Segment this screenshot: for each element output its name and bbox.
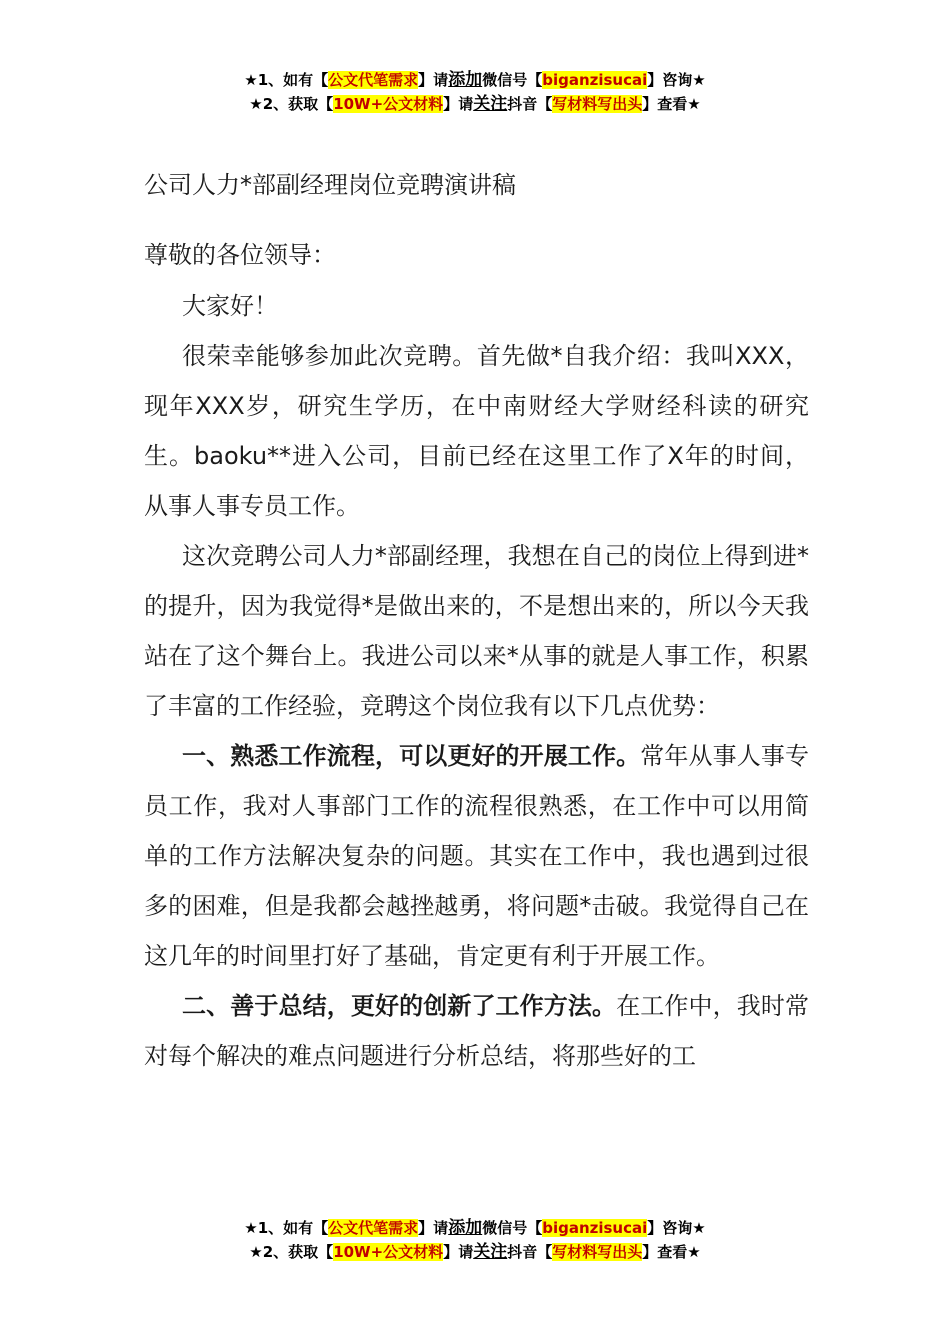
banner-line-2 (0, 92, 950, 116)
point-1-heading: 一、熟悉工作流程，可以更好的开展工作。 (182, 742, 641, 770)
footer-underlined-add: 添加 (448, 1218, 483, 1238)
banner-line-2-suffix: 】查看★ (642, 95, 701, 113)
greeting: 大家好！ (182, 292, 278, 320)
banner-line-1-prefix: ★1、如有【 (244, 71, 329, 89)
footer-highlight-materials: 10W+公文材料 (333, 1243, 444, 1261)
document-body (144, 281, 809, 1081)
banner-line-1-mid2: 微信号【 (482, 71, 543, 89)
banner-underlined-follow: 关注 (473, 94, 508, 114)
banner-line-2-mid2: 抖音【 (507, 95, 553, 113)
paragraph-intro: 很荣幸能够参加此次竞聘。首先做*自我介绍：我叫XXX，现年XXX岁，研究生学历，在中南财经大学财经科读的研究生。baoku**进入公司，目前已经在这里工作了X年的时间，从事人事专员工作。 (144, 342, 809, 520)
banner-line-1-suffix: 】咨询★ (647, 71, 706, 89)
footer-line-1-mid: 】请 (418, 1219, 449, 1237)
point-1-body: 常年从事人事专员工作，我对人事部门工作的流程很熟悉，在工作中可以用简单的工作方法解决复杂的问题。其实在工作中，我也遇到过很多的困难，但是我都会越挫越勇，将问题*击破。我觉得自己在这几年的时间里打好了基础，肯定更有利于开展工作。 (144, 742, 810, 970)
footer-banner-line-2 (0, 1240, 950, 1264)
banner-underlined-add: 添加 (448, 70, 483, 90)
footer-highlight-ghostwriting: 公文代笔需求 (328, 1219, 419, 1237)
paragraph-motivation: 这次竞聘公司人力*部副经理，我想在自己的岗位上得到进*的提升，因为我觉得*是做出来的，不是想出来的，所以今天我站在了这个舞台上。我进公司以来*从事的就是人事工作，积累了丰富的工作经验，竞聘这个岗位我有以下几点优势： (144, 542, 809, 720)
footer-banner (0, 1216, 950, 1264)
footer-line-1-suffix: 】咨询★ (647, 1219, 706, 1237)
banner-line-2-prefix: ★2、获取【 (249, 95, 334, 113)
paragraph-point-2 (144, 981, 809, 1081)
footer-highlight-douyin: 写材料写出头 (552, 1243, 643, 1261)
footer-line-1-mid2: 微信号【 (482, 1219, 543, 1237)
document-title: 公司人力*部副经理岗位竞聘演讲稿 (144, 171, 516, 199)
banner-highlight-wechat-id: biganzisucai (542, 71, 648, 89)
banner-highlight-douyin: 写材料写出头 (552, 95, 643, 113)
point-2-body: 在工作中，我时常对每个解决的难点问题进行分析总结，将那些好的工 (144, 992, 810, 1070)
banner-line-1-mid: 】请 (418, 71, 449, 89)
footer-line-2-prefix: ★2、获取【 (249, 1243, 334, 1261)
banner-line-2-mid: 】请 (443, 95, 474, 113)
footer-line-2-mid: 】请 (443, 1243, 474, 1261)
banner-line-1 (0, 68, 950, 92)
footer-line-2-mid2: 抖音【 (507, 1243, 553, 1261)
header-banner (0, 68, 950, 116)
salutation: 尊敬的各位领导： (144, 241, 336, 269)
footer-underlined-follow: 关注 (473, 1242, 508, 1262)
banner-highlight-ghostwriting: 公文代笔需求 (328, 71, 419, 89)
footer-line-1-prefix: ★1、如有【 (244, 1219, 329, 1237)
point-2-heading: 二、善于总结，更好的创新了工作方法。 (182, 992, 617, 1020)
paragraph-point-1 (144, 731, 809, 981)
footer-line-2-suffix: 】查看★ (642, 1243, 701, 1261)
banner-highlight-materials: 10W+公文材料 (333, 95, 444, 113)
footer-banner-line-1 (0, 1216, 950, 1240)
footer-highlight-wechat-id: biganzisucai (542, 1219, 648, 1237)
